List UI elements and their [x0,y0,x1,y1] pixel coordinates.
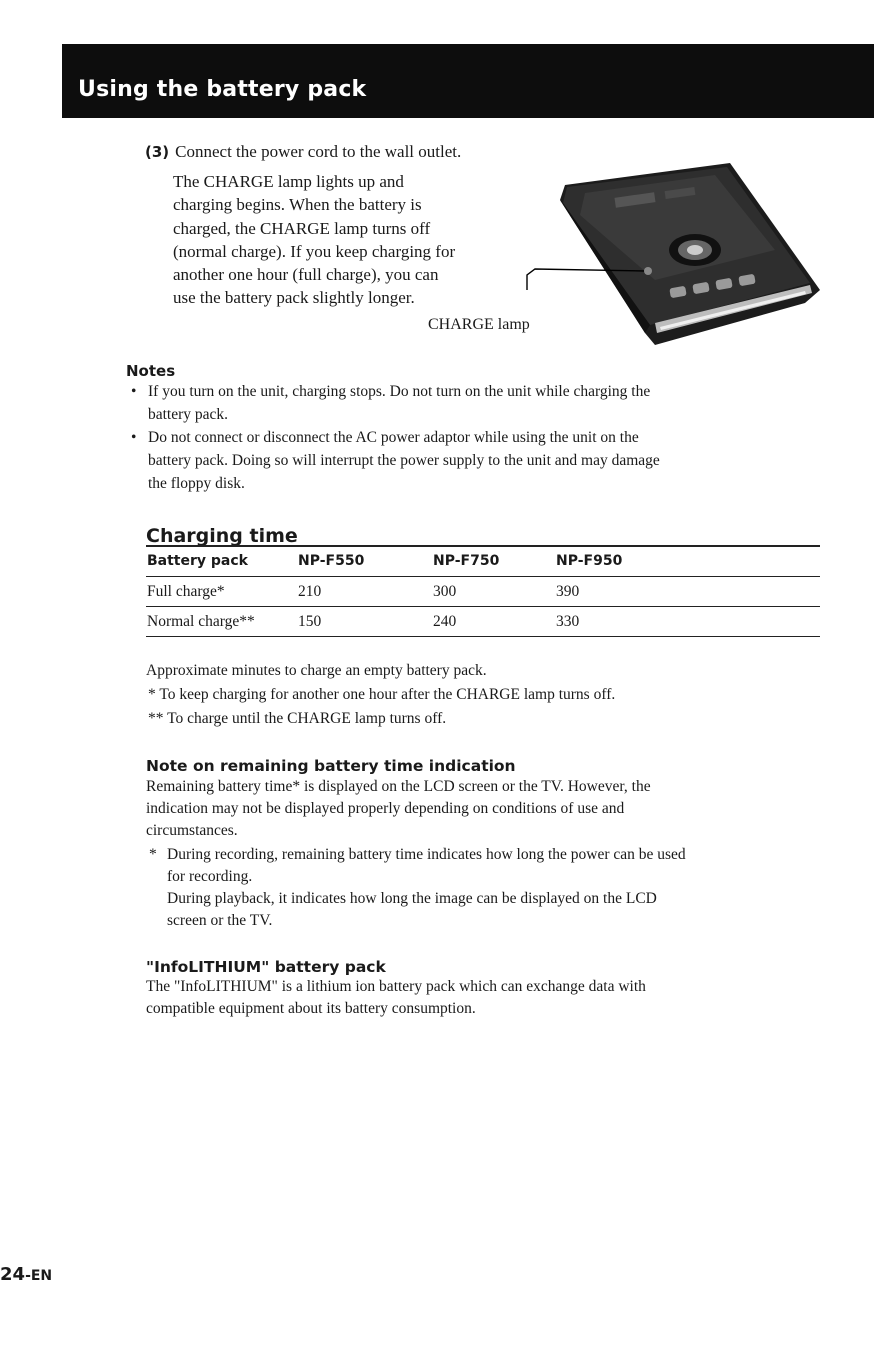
table-cell: 390 [556,583,580,600]
remaining-time-detail: During recording, remaining battery time indicates how long the power can be used [167,846,686,863]
table-cell: 300 [433,583,457,600]
table-header-cell: NP-F550 [298,553,365,569]
note-line: • Do not connect or disconnect the AC power adaptor while using the unit on the [148,429,639,446]
step-body-line: (normal charge). If you keep charging for [173,241,456,261]
table-cell: 210 [298,583,322,600]
footnote-double-star: ** To charge until the CHARGE lamp turns off. [148,710,447,727]
remaining-time-detail: for recording. [167,868,253,885]
table-note: Approximate minutes to charge an empty battery pack. [146,662,487,679]
remaining-time-heading: Note on remaining battery time indication [146,757,516,775]
charging-time-heading: Charging time [146,525,298,547]
notes-heading: Notes [126,362,176,380]
infolithium-heading: "InfoLITHIUM" battery pack [146,958,386,976]
charge-lamp-label: CHARGE lamp [428,316,530,333]
table-row-label: Normal charge** [147,613,255,630]
note-line: • If you turn on the unit, charging stops. Do not turn on the unit while charging the [148,383,651,400]
table-rule [146,606,820,607]
table-cell: 330 [556,613,580,630]
step-text: Connect the power cord to the wall outlet. [175,142,462,161]
header-bar [62,44,874,118]
table-row-label: Full charge* [147,583,225,600]
step-body-line: charged, the CHARGE lamp turns off [173,218,431,238]
table-header-cell: NP-F950 [556,553,623,569]
note-line: the floppy disk. [148,475,245,492]
battery-charger-illustration [505,155,825,360]
remaining-time-line: Remaining battery time* is displayed on the LCD screen or the TV. However, the [146,778,651,795]
table-cell: 240 [433,613,457,630]
remaining-time-line: circumstances. [146,822,238,839]
asterisk-mark: * [149,846,157,863]
table-rule-bottom [146,636,820,637]
step-3-body [173,170,533,310]
step-body-line: The CHARGE lamp lights up and [173,172,404,191]
remaining-time-detail: screen or the TV. [167,912,273,929]
step-3-instruction [145,142,461,162]
infolithium-line: The "InfoLITHIUM" is a lithium ion battery pack which can exchange data with [146,978,646,995]
step-body-line: charging begins. When the battery is [173,195,422,215]
note-item [128,380,828,426]
page-number-suffix: -EN [25,1268,53,1284]
notes-list [128,380,828,495]
step-body-line: use the battery pack slightly longer. [173,288,415,308]
table-header-cell: Battery pack [147,553,248,569]
note-item [128,426,828,495]
note-line: battery pack. Doing so will interrupt the power supply to the unit and may damage [148,452,660,469]
footnote-single-star: * To keep charging for another one hour after the CHARGE lamp turns off. [148,686,616,703]
remaining-time-detail: During playback, it indicates how long the image can be displayed on the LCD [167,890,657,907]
table-rule [146,576,820,577]
table-rule-top [146,545,820,547]
page-title: Using the battery pack [78,77,367,102]
infolithium-line: compatible equipment about its battery consumption. [146,1000,476,1017]
remaining-time-line: indication may not be displayed properly depending on conditions of use and [146,800,625,817]
note-line: battery pack. [148,406,229,423]
table-cell: 150 [298,613,322,630]
page-number-digits: 24 [0,1264,26,1285]
page-number [0,1264,52,1285]
step-body-line: another one hour (full charge), you can [173,265,439,285]
table-header-cell: NP-F750 [433,553,500,569]
step-number: (3) [145,143,170,161]
